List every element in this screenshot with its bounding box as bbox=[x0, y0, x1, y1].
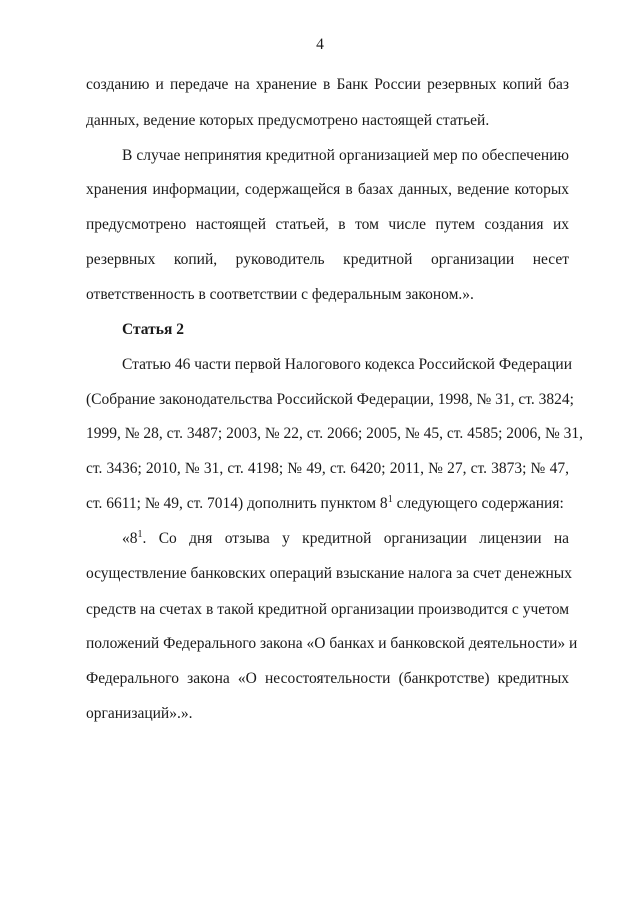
article-heading: Статья 2 bbox=[122, 321, 184, 338]
paragraph-1-line-1: созданию и передаче на хранение в Банк России резервных копий баз bbox=[86, 76, 569, 93]
article-line-4: ст. 3436; 2010, № 31, ст. 4198; № 49, ст. 6420; 2011, № 27, ст. 3873; № 47, bbox=[86, 460, 569, 477]
article-line-5 bbox=[86, 494, 569, 514]
article-line-1: Статью 46 части первой Налогового кодекса Российской Федерации bbox=[122, 356, 573, 373]
article-line-2: (Собрание законодательства Российской Федерации, 1998, № 31, ст. 3824; bbox=[86, 391, 574, 408]
quote-line-5: Федерального закона «О несостоятельности (банкротстве) кредитных bbox=[86, 670, 569, 687]
paragraph-2-line-1: В случае непринятия кредитной организацией мер по обеспечению bbox=[122, 147, 569, 164]
quote-line-1-rest: . Со дня отзыва у кредитной организации лицензии на bbox=[142, 530, 569, 547]
paragraph-2-line-2: хранения информации, содержащейся в базах данных, ведение которых bbox=[86, 181, 569, 198]
paragraph-1-line-2: данных, ведение которых предусмотрено настоящей статьей. bbox=[86, 112, 490, 129]
quote-line-1-superscript: 1 bbox=[137, 529, 143, 540]
paragraph-2-line-4: резервных копий, руководитель кредитной организации несет bbox=[86, 251, 569, 268]
article-line-5-text: ст. 6611; № 49, ст. 7014) дополнить пунктом 8 bbox=[86, 495, 388, 512]
article-line-5-superscript: 1 bbox=[387, 494, 393, 505]
page-number: 4 bbox=[316, 36, 324, 53]
paragraph-2-line-5: ответственность в соответствии с федеральным законом.». bbox=[86, 286, 474, 303]
quote-line-1 bbox=[122, 529, 569, 549]
quote-line-6: организаций».». bbox=[86, 705, 193, 722]
quote-line-4: положений Федерального закона «О банках и банковской деятельности» и bbox=[86, 635, 578, 652]
paragraph-2-line-3: предусмотрено настоящей статьей, в том числе путем создания их bbox=[86, 216, 569, 233]
quote-line-1-start: «8 bbox=[122, 530, 138, 547]
article-line-5-tail: следующего содержания: bbox=[392, 495, 564, 512]
quote-line-3: средств на счетах в такой кредитной организации производится с учетом bbox=[86, 601, 569, 618]
article-line-3: 1999, № 28, ст. 3487; 2003, № 22, ст. 2066; 2005, № 45, ст. 4585; 2006, № 31, bbox=[86, 425, 584, 442]
quote-line-2: осуществление банковских операций взыскание налога за счет денежных bbox=[86, 565, 572, 582]
